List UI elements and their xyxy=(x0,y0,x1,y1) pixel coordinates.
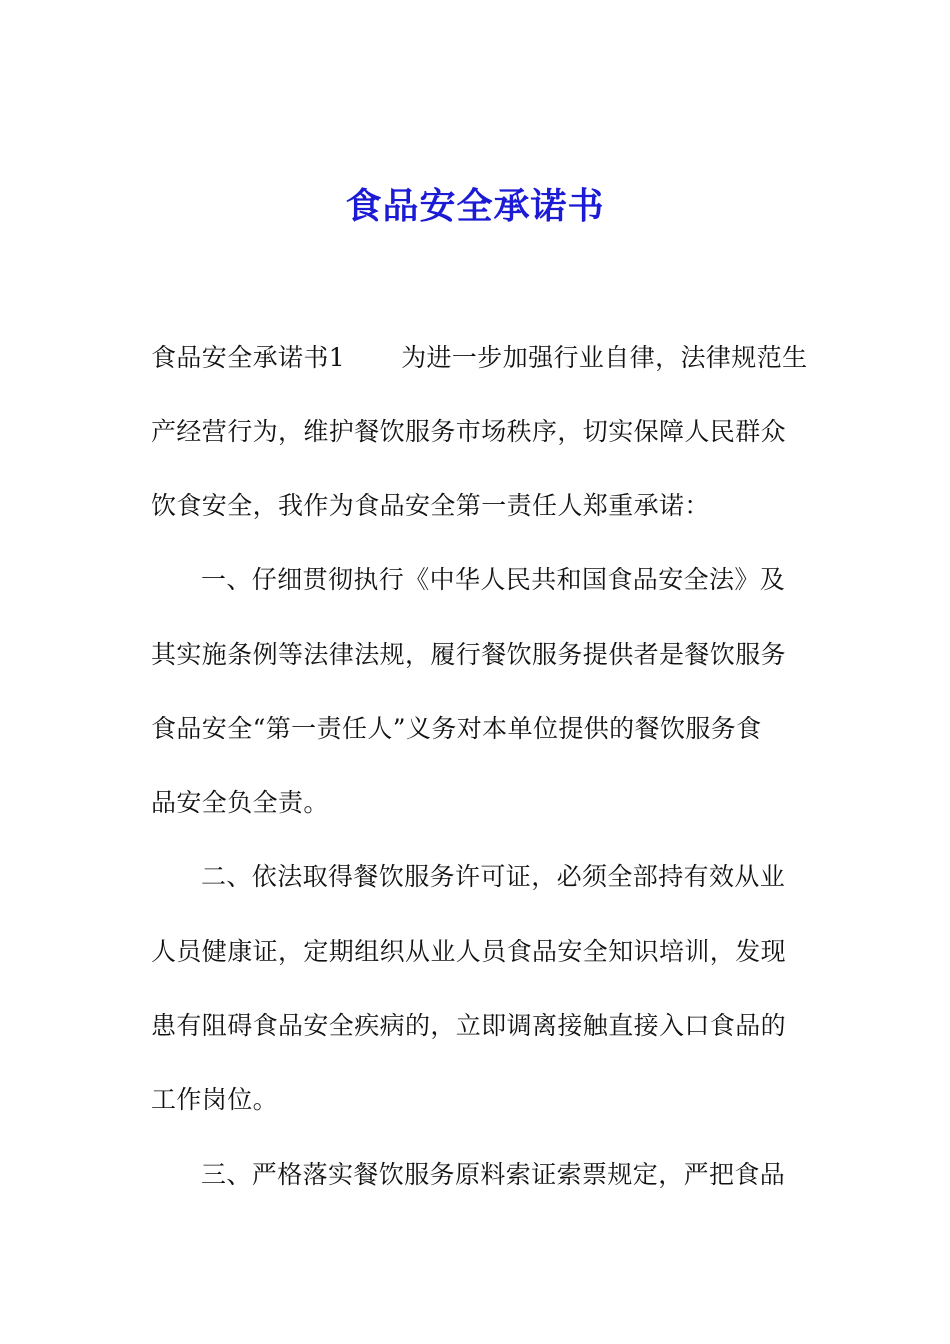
paragraph-line-4: 一、仔细贯彻执行《中华人民共和国食品安全法》及 xyxy=(201,565,786,594)
paragraph-line-2: 产经营行为，维护餐饮服务市场秩序，切实保障人民群众 xyxy=(151,417,787,446)
paragraph-line-1 xyxy=(151,338,811,378)
paragraph-line-7: 品安全负全责。 xyxy=(151,788,329,817)
paragraph-line-5: 其实施条例等法律法规，履行餐饮服务提供者是餐饮服务 xyxy=(151,640,787,669)
paragraph-line-6: 食品安全“第一责任人”义务对本单位提供的餐饮服务食 xyxy=(151,714,762,743)
paragraph-line-10: 患有阻碍食品安全疾病的，立即调离接触直接入口食品的 xyxy=(151,1011,787,1040)
paragraph-line-11: 工作岗位。 xyxy=(151,1085,279,1114)
paragraph-line-9: 人员健康证，定期组织从业人员食品安全知识培训，发现 xyxy=(151,937,787,966)
paragraph-line-12: 三、严格落实餐饮服务原料索证索票规定，严把食品 xyxy=(201,1160,786,1189)
paragraph-line-8: 二、依法取得餐饮服务许可证，必须全部持有效从业 xyxy=(201,862,786,891)
line-text: 为进一步加强行业自律，法律规范生 xyxy=(401,343,808,372)
paragraph-line-3: 饮食安全，我作为食品安全第一责任人郑重承诺： xyxy=(151,491,710,520)
document-title: 食品安全承诺书 xyxy=(345,185,605,227)
heading-label: 食品安全承诺书1 xyxy=(151,343,346,372)
